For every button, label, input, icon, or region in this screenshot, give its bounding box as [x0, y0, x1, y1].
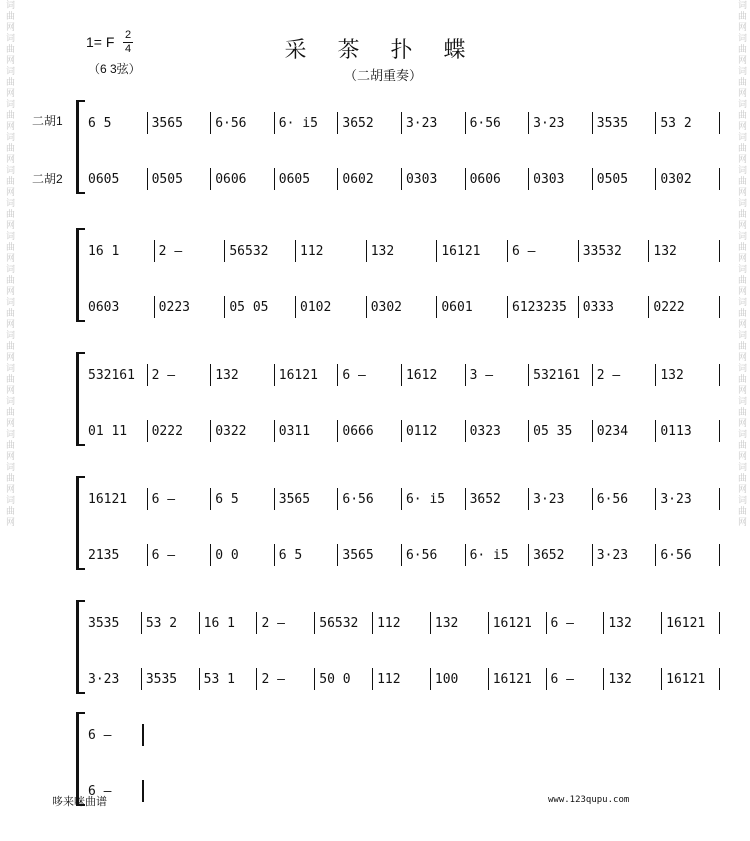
system-brace-tip [76, 228, 85, 230]
measure: 6 – [550, 671, 574, 687]
score-system [76, 600, 720, 696]
system-brace-tip [76, 692, 85, 694]
measure: 6123235 [512, 299, 567, 315]
staff-line-erhu2 [84, 668, 720, 690]
measure: 0602 [342, 171, 374, 187]
measure: 3535 [145, 671, 178, 687]
measure: 532161 [533, 367, 581, 383]
measure: 6 5 [278, 547, 303, 563]
measure: 3·23 [596, 547, 629, 563]
measure: 56532 [319, 615, 359, 631]
measure: 0605 [278, 171, 311, 187]
measure: 6 – [151, 491, 176, 507]
staff-line-erhu1 [84, 488, 720, 510]
measure: 0223 [158, 299, 190, 315]
measure: 0222 [653, 299, 685, 315]
measure: 6·56 [596, 491, 629, 507]
staff-line-erhu2 [84, 296, 720, 318]
footer-url: www.123qupu.com [548, 795, 630, 805]
measure: 0302 [660, 171, 692, 187]
system-brace-tip [76, 192, 85, 194]
barline [719, 488, 720, 510]
measure: 132 [215, 367, 239, 383]
measure: 3·23 [533, 491, 565, 507]
measure: 2135 [88, 547, 120, 563]
part-label-erhu2: 二胡2 [32, 172, 63, 186]
measure: 6·56 [405, 547, 438, 563]
score-system [76, 100, 720, 196]
measure: 0113 [660, 423, 692, 439]
system-brace-tip [76, 568, 85, 570]
score-system [76, 228, 720, 324]
barline [719, 112, 720, 134]
measure: 112 [300, 243, 324, 259]
measure: 16 1 [88, 243, 120, 259]
system-brace [76, 352, 79, 446]
measure: 0311 [278, 423, 311, 439]
footer-site-name: 哆来咪曲谱 [52, 796, 107, 808]
system-brace-tip [76, 712, 85, 714]
measure: 56532 [229, 243, 269, 259]
score-system [76, 476, 720, 572]
measure: 16121 [492, 671, 532, 687]
page-title: 采 茶 扑 蝶 [284, 38, 478, 63]
measure: 0302 [370, 299, 402, 315]
side-watermark-left: 词曲网词曲网词曲网词曲网词曲网词曲网词曲网词曲网词曲网词曲网词曲网词曲网词曲网词曲网词曲网词曲网 [4, 0, 14, 528]
measure: 132 [370, 243, 395, 259]
system-brace [76, 100, 79, 194]
barline [719, 544, 720, 566]
system-brace [76, 712, 79, 806]
measure: 1612 [405, 367, 438, 383]
score-system [76, 352, 720, 448]
measure: 6 5 [88, 115, 112, 131]
score-system [76, 712, 720, 808]
measure: 3565 [278, 491, 311, 507]
staff-line-erhu1 [84, 724, 144, 746]
measure: 100 [434, 671, 459, 687]
measure: 3652 [533, 547, 565, 563]
measure: 6 – [88, 783, 112, 799]
measure: 6 – [342, 367, 366, 383]
staff-line-erhu2 [84, 420, 720, 442]
measure: 05 35 [533, 423, 573, 439]
measure: 0605 [88, 171, 120, 187]
measure: 2 – [261, 615, 285, 631]
measure: 53 2 [145, 615, 178, 631]
measure: 132 [660, 367, 684, 383]
measure: 16121 [441, 243, 481, 259]
measure: 6·56 [342, 491, 374, 507]
time-signature-bottom: 4 [124, 43, 132, 55]
system-brace-tip [76, 444, 85, 446]
measure: 112 [377, 615, 401, 631]
measure: 2 – [158, 243, 183, 259]
measure: 6 5 [215, 491, 239, 507]
measure: 0234 [596, 423, 629, 439]
measure: 0222 [151, 423, 183, 439]
measure: 532161 [88, 367, 135, 383]
staff-line-erhu1 [84, 112, 720, 134]
measure: 3652 [342, 115, 374, 131]
measure: 0666 [342, 423, 374, 439]
measure: 2 – [151, 367, 176, 383]
measure: 3·23 [660, 491, 692, 507]
measure: 53 1 [203, 671, 235, 687]
measure: 16121 [666, 671, 706, 687]
barline [719, 420, 720, 442]
measure: 3652 [469, 491, 501, 507]
measure: 0333 [582, 299, 615, 315]
measure: 3·23 [533, 115, 565, 131]
measure: 0606 [469, 171, 501, 187]
measure: 6 – [151, 547, 176, 563]
system-brace [76, 600, 79, 694]
measure: 0323 [469, 423, 501, 439]
measure: 2 – [261, 671, 285, 687]
measure: 132 [434, 615, 459, 631]
system-brace [76, 476, 79, 570]
barline [719, 612, 720, 634]
measure: 6·56 [215, 115, 247, 131]
side-watermark-right: 词曲网词曲网词曲网词曲网词曲网词曲网词曲网词曲网词曲网词曲网词曲网词曲网词曲网词曲网词曲网词曲网 [736, 0, 746, 528]
barline [719, 364, 720, 386]
measure: 16 1 [203, 615, 235, 631]
measure: 0505 [151, 171, 183, 187]
measure: 6· i5 [469, 547, 509, 563]
measure: 16121 [88, 491, 128, 507]
measure: 0505 [596, 171, 629, 187]
measure: 0112 [405, 423, 438, 439]
measure: 16121 [666, 615, 706, 631]
measure: 6· i5 [405, 491, 446, 507]
measure: 3·23 [405, 115, 438, 131]
measure: 132 [608, 615, 632, 631]
barline [719, 296, 720, 318]
measure: 3535 [88, 615, 120, 631]
measure: 3565 [342, 547, 374, 563]
measure: 6 – [88, 727, 112, 743]
measure: 6 – [550, 615, 574, 631]
measure: 16121 [278, 367, 318, 383]
measure: 0606 [215, 171, 247, 187]
page-subtitle: （二胡重奏） [343, 68, 422, 83]
staff-line-erhu2 [84, 168, 720, 190]
string-tuning: （6 3弦） [88, 62, 141, 76]
measure: 33532 [582, 243, 622, 259]
key-signature: 1= F [86, 34, 115, 50]
system-brace-tip [76, 352, 85, 354]
measure: 132 [608, 671, 632, 687]
measure: 0322 [215, 423, 247, 439]
final-barline [142, 780, 144, 802]
measure: 0303 [405, 171, 438, 187]
staff-line-erhu1 [84, 364, 720, 386]
final-barline [142, 724, 144, 746]
system-brace-tip [76, 600, 85, 602]
measure: 50 0 [319, 671, 351, 687]
measure: 6·56 [660, 547, 692, 563]
measure: 0 0 [215, 547, 239, 563]
system-brace-tip [76, 320, 85, 322]
measure: 0102 [300, 299, 332, 315]
measure: 3·23 [88, 671, 120, 687]
measure: 6· i5 [278, 115, 318, 131]
measure: 3 – [469, 367, 494, 383]
staff-line-erhu2 [84, 544, 720, 566]
barline [719, 168, 720, 190]
system-brace [76, 228, 79, 322]
measure: 112 [377, 671, 401, 687]
measure: 01 11 [88, 423, 128, 439]
measure: 05 05 [229, 299, 269, 315]
measure: 16121 [492, 615, 532, 631]
measure: 3565 [151, 115, 183, 131]
measure: 53 2 [660, 115, 692, 131]
part-label-erhu1: 二胡1 [32, 114, 63, 128]
measure: 6 – [512, 243, 536, 259]
staff-line-erhu1 [84, 612, 720, 634]
measure: 0603 [88, 299, 120, 315]
barline [719, 240, 720, 262]
measure: 0303 [533, 171, 565, 187]
system-brace-tip [76, 100, 85, 102]
time-signature-top: 2 [124, 29, 132, 41]
barline [719, 668, 720, 690]
measure: 0601 [441, 299, 473, 315]
staff-line-erhu1 [84, 240, 720, 262]
system-brace-tip [76, 476, 85, 478]
measure: 3535 [596, 115, 629, 131]
measure: 2 – [596, 367, 621, 383]
measure: 132 [653, 243, 677, 259]
measure: 6·56 [469, 115, 501, 131]
